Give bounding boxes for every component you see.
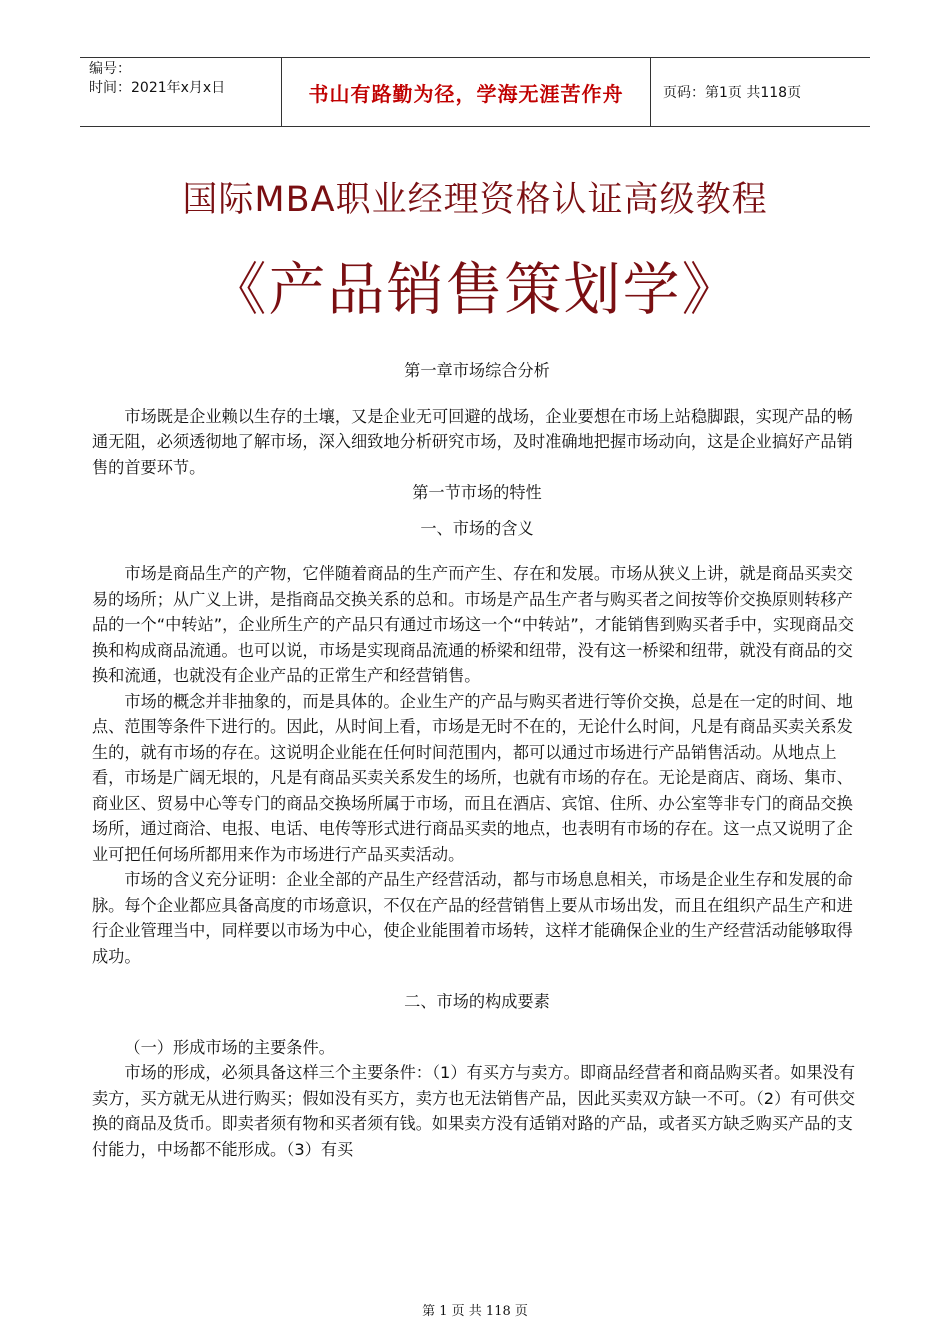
intro-paragraph: 市场既是企业赖以生存的土壤，又是企业无可回避的战场，企业要想在市场上站稳脚跟，实现产品的畅通无阻，必须透彻地了解市场，深入细致地分析研究市场，及时准确地把握市场动向，这是企业搞好产品销售的首要环节。: [92, 406, 853, 477]
header-page-info: 页码：第1页 共118页: [663, 85, 802, 101]
page-footer: 第 1 页 共 118 页: [422, 1304, 528, 1319]
paragraph-3: 市场的含义充分证明：企业全部的产品生产经营活动，都与市场息息相关，市场是企业生存和发展的命脉。每个企业都应具备高度的市场意识，不仅在产品的经营销售上要从市场出发，而且在组织产品生产和进行企业管理当中，同样要以市场为中心，使企业能围着市场转，这样才能确保企业的生产经营活动能够取得成功。: [92, 870, 853, 966]
subsection-heading-1: 一、市场的含义: [420, 518, 534, 538]
paragraph-4: 市场的形成，必须具备这样三个主要条件：（1）有买方与卖方。即商品经营者和商品购买者。如果没有卖方，买方就无从进行购买；假如没有买方，卖方也无法销售产品，因此买卖双方缺一不可。（2）有可供交换的商品及货币。即卖者须有物和买者须有钱。如果卖方没有适销对路的产品，或者买方缺乏购买产品的支付能力，中场都不能形成。（3）有买: [92, 1063, 856, 1159]
document-title-line2: 《产品销售策划学》: [209, 257, 741, 323]
chapter-heading: 第一章市场综合分析: [404, 361, 550, 380]
header-meta: [80, 58, 281, 126]
document-header: [80, 57, 870, 127]
document-time-label: 时间：2021年x月x日: [89, 80, 226, 96]
document-body: [92, 358, 862, 1162]
paragraph-2: 市场的概念并非抽象的，而是具体的。企业生产的产品与购买者进行等价交换，总是在一定的时间、地点、范围等条件下进行的。因此，从时间上看，市场是无时不在的，无论什么时间，凡是有商品买卖关系发生的，就有市场的存在。这说明企业能在任何时间范围内，都可以通过市场进行产品销售活动。从地点上看，市场是广阔无垠的，凡是有商品买卖关系发生的场所，也就有市场的存在。无论是商店、商场、集市、商业区、贸易中心等专门的商品交换场所属于市场，而且在酒店、宾馆、住所、办公室等非专门的商品交换场所，通过商洽、电报、电话、电传等形式进行商品买卖的地点，也表明有市场的存在。这一点又说明了企业可把任何场所都用来作为市场进行产品买卖活动。: [92, 691, 853, 864]
list-item-1: （一）形成市场的主要条件。: [124, 1037, 335, 1057]
subsection-heading-2: 二、市场的构成要素: [404, 992, 550, 1011]
header-motto: 书山有路勤为径，学海无涯苦作舟: [281, 58, 651, 126]
document-number-label: 编号：: [89, 61, 131, 77]
paragraph-1: 市场是商品生产的产物，它伴随着商品的生产而产生、存在和发展。市场从狭义上讲，就是商品买卖交易的场所；从广义上讲，是指商品交换关系的总和。市场是产品生产者与购买者之间按等价交换原则转移产品的一个“中转站”，企业所生产的产品只有通过市场这一个“中转站”，才能销售到购买者手中，实现商品交换和构成商品流通。也可以说，市场是实现商品流通的桥梁和纽带，没有这一桥梁和纽带，就没有商品的交换和流通，也就没有企业产品的正常生产和经营销售。: [92, 564, 854, 685]
section-heading: 第一节市场的特性: [412, 483, 542, 502]
document-title-line1: 国际MBA职业经理资格认证高级教程: [182, 180, 768, 220]
